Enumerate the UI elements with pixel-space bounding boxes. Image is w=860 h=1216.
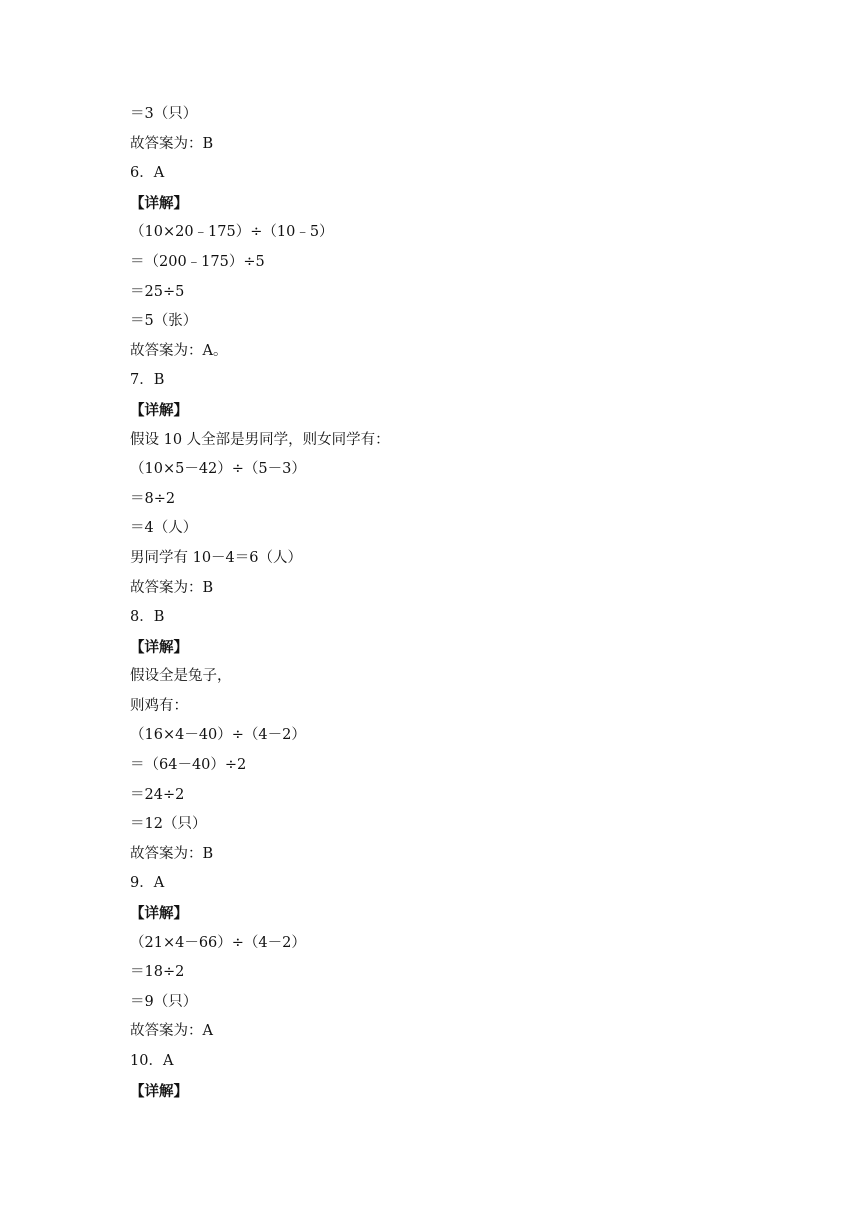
text-line: ＝18÷2 [130,964,185,981]
text-line: （16×4－40）÷（4－2） [130,727,306,744]
text-line: 假设 10 人全部是男同学，则女同学有： [130,431,390,448]
section-heading: 【详解】 [130,638,188,656]
text-line: 8．B [130,609,165,626]
text-line: 假设全是兔子， [130,668,232,685]
text-line: ＝3（只） [130,106,198,122]
text-line: ＝9（只） [130,993,198,1010]
text-line: （10×20﹣175）÷（10﹣5） [130,224,334,241]
section-heading: 【详解】 [130,194,188,212]
text-line: 则鸡有： [130,697,188,714]
text-line: ＝12（只） [130,816,207,833]
text-line: （10×5－42）÷（5－3） [130,461,306,478]
text-line: 故答案为：B [130,845,214,862]
text-line: 故答案为：A。 [130,342,228,359]
text-line: ＝25÷5 [130,283,185,300]
text-line: ＝4（人） [130,520,198,537]
text-line: 男同学有 10－4＝6（人） [130,549,303,566]
text-line: ＝8÷2 [130,490,176,507]
text-line: 故答案为：B [130,579,214,596]
text-line: ＝5（张） [130,313,198,330]
text-line: 6．A [130,165,165,182]
text-line: （21×4－66）÷（4－2） [130,934,306,951]
text-line: 9．A [130,875,165,892]
text-line: 故答案为：B [130,135,214,152]
text-line: 故答案为：A [130,1023,213,1040]
text-line: ＝（64－40）÷2 [130,757,247,774]
section-heading: 【详解】 [130,905,188,923]
document-body [130,100,750,1106]
text-line: 7．B [130,372,165,389]
section-heading: 【详解】 [130,1082,188,1100]
text-line: 10．A [130,1053,174,1069]
text-line: ＝24÷2 [130,786,185,803]
text-line: ＝（200﹣175）÷5 [130,253,265,270]
section-heading: 【详解】 [130,401,188,419]
